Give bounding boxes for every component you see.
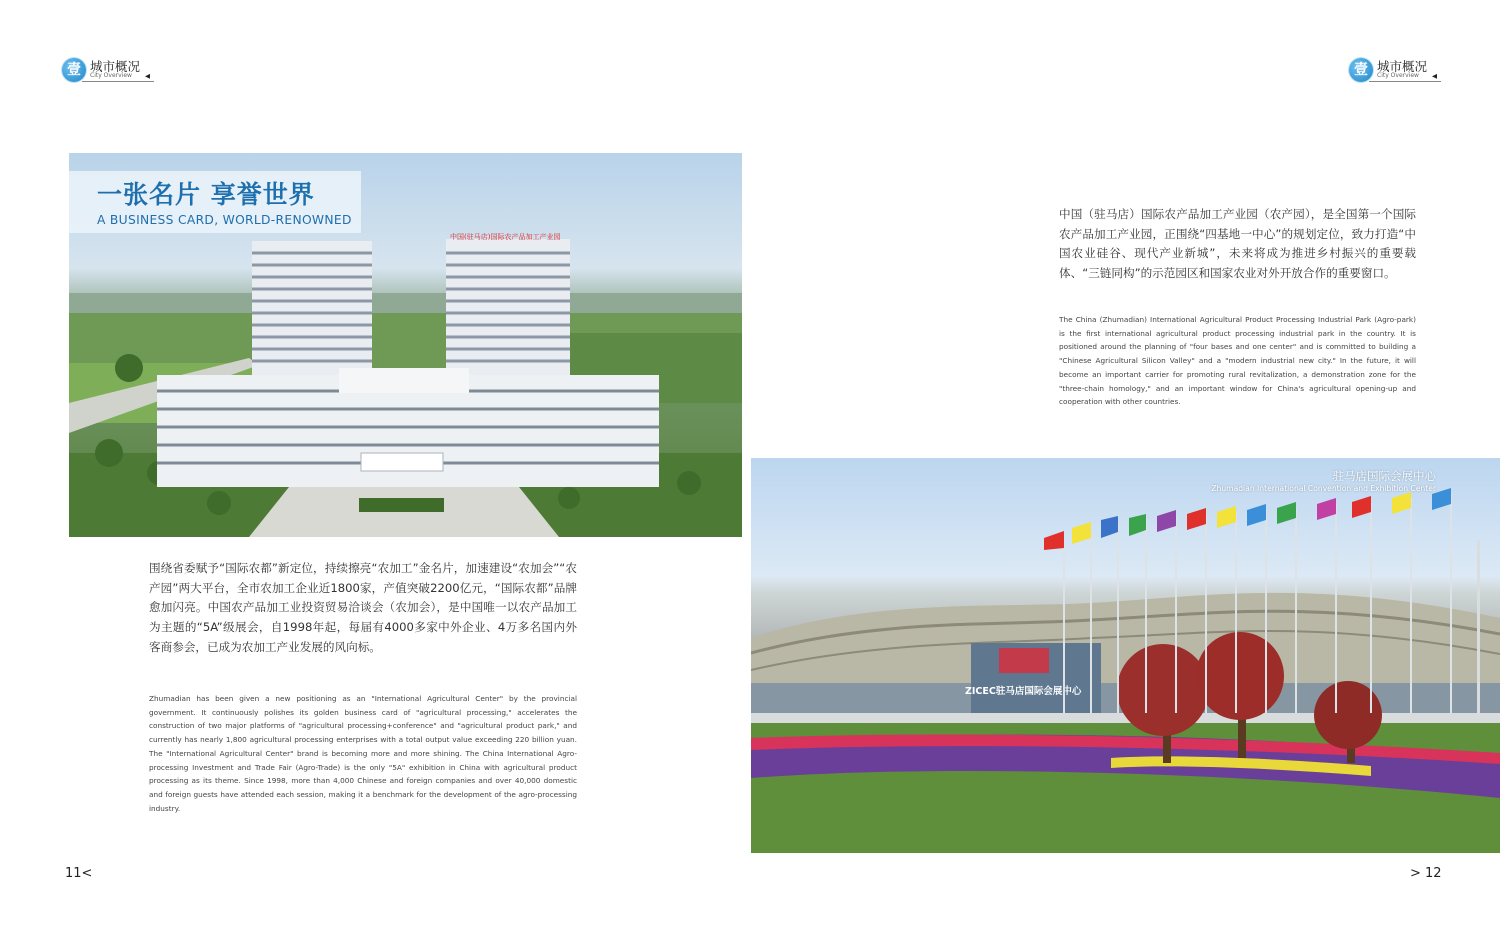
section-badge-right: [1349, 56, 1444, 86]
triangle-marker-icon: ◀: [145, 72, 150, 80]
section-badge-left: [62, 56, 157, 86]
section-number-badge-icon: 壹: [1349, 58, 1373, 82]
photo-title-zh: 一张名片 享誉世界: [97, 180, 315, 209]
photo-title-en: A BUSINESS CARD, WORLD-RENOWNED: [97, 213, 352, 227]
convention-building-sign: ZICEC驻马店国际会展中心: [965, 686, 1082, 697]
section-underline: [82, 81, 154, 82]
section-title-zh: 城市概况: [90, 59, 141, 74]
photo-title-box: [69, 171, 361, 233]
left-body-en: Zhumadian has been given a new positioning as an "International Agricultural Center" by the provincial government. It continuously polishes its golden business card of "agricultural processing," accelerates the construction of two major platforms of "agricultural processing+conference" and "agricultural product park," and currently has nearly 1,800 agricultural processing enterprises with a total output value exceeding 220 billion yuan. The "International Agricultural Center" brand is becoming more and more shining. The China International Agro-processing Investment and Trade Fair (Agro-Trade) is the only "5A" exhibition in China with agricultural product processing as its theme. Since 1998, more than 4,000 Chinese and foreign companies and over 40,000 domestic and foreign guests have attended each session, making it a benchmark for the development of the agro-processing industry.: [149, 694, 577, 813]
section-title-zh: 城市概况: [1377, 59, 1428, 74]
industrial-park-photo: [69, 153, 742, 537]
left-body-zh: 围绕省委赋予“国际农都”新定位，持续擦亮“农加工”金名片，加速建设“农加会”“农产园”两大平台，全市农加工企业近1800家，产值突破2200亿元，“国际农都”品牌愈加闪亮。中国农产品加工业投资贸易洽谈会（农加会），是中国唯一以农产品加工为主题的“5A”级展会，自1998年起，每届有4000多家中外企业、4万多名国内外客商参会，已成为农加工产业发展的风向标。: [149, 561, 577, 654]
page-number-right: > 12: [1410, 866, 1442, 881]
section-title-en: City Overview: [90, 72, 132, 79]
right-body-zh: 中国（驻马店）国际农产品加工产业园（农产园），是全国第一个国际农产品加工产业园，正围绕“四基地一中心”的规划定位，致力打造“中国农业硅谷、现代产业新城”，未来将成为推进乡村振兴的重要载体、“三链同构”的示范园区和国家农业对外开放合作的重要窗口。: [1059, 207, 1416, 281]
section-number-badge-icon: 壹: [62, 58, 86, 82]
right-body-en: The China (Zhumadian) International Agricultural Product Processing Industrial Park (Agro-park) is the first international agricultural product processing industrial park in the country. It is positioned around the planning of "four bases and one center" and is committed to building a "Chinese Agricultural Silicon Valley" and a "modern industrial new city." In the future, it will become an important carrier for promoting rural revitalization, a demonstration zone for the "three-chain homology," and an important window for China's agricultural opening-up and cooperation with other countries.: [1059, 315, 1416, 407]
page-number-left: 11<: [65, 866, 93, 881]
convention-caption-zh: 驻马店国际会展中心: [1332, 469, 1436, 483]
convention-caption-en: Zhumadian International Convention and Exhibition Center: [1211, 484, 1436, 493]
section-title-en: City Overview: [1377, 72, 1419, 79]
triangle-marker-icon: ◀: [1432, 72, 1437, 80]
convention-center-photo: [751, 458, 1500, 853]
section-underline: [1369, 81, 1441, 82]
building-sign: 中国(驻马店)国际农产品加工产业园: [450, 233, 561, 241]
convention-center-illustration: [751, 458, 1500, 853]
